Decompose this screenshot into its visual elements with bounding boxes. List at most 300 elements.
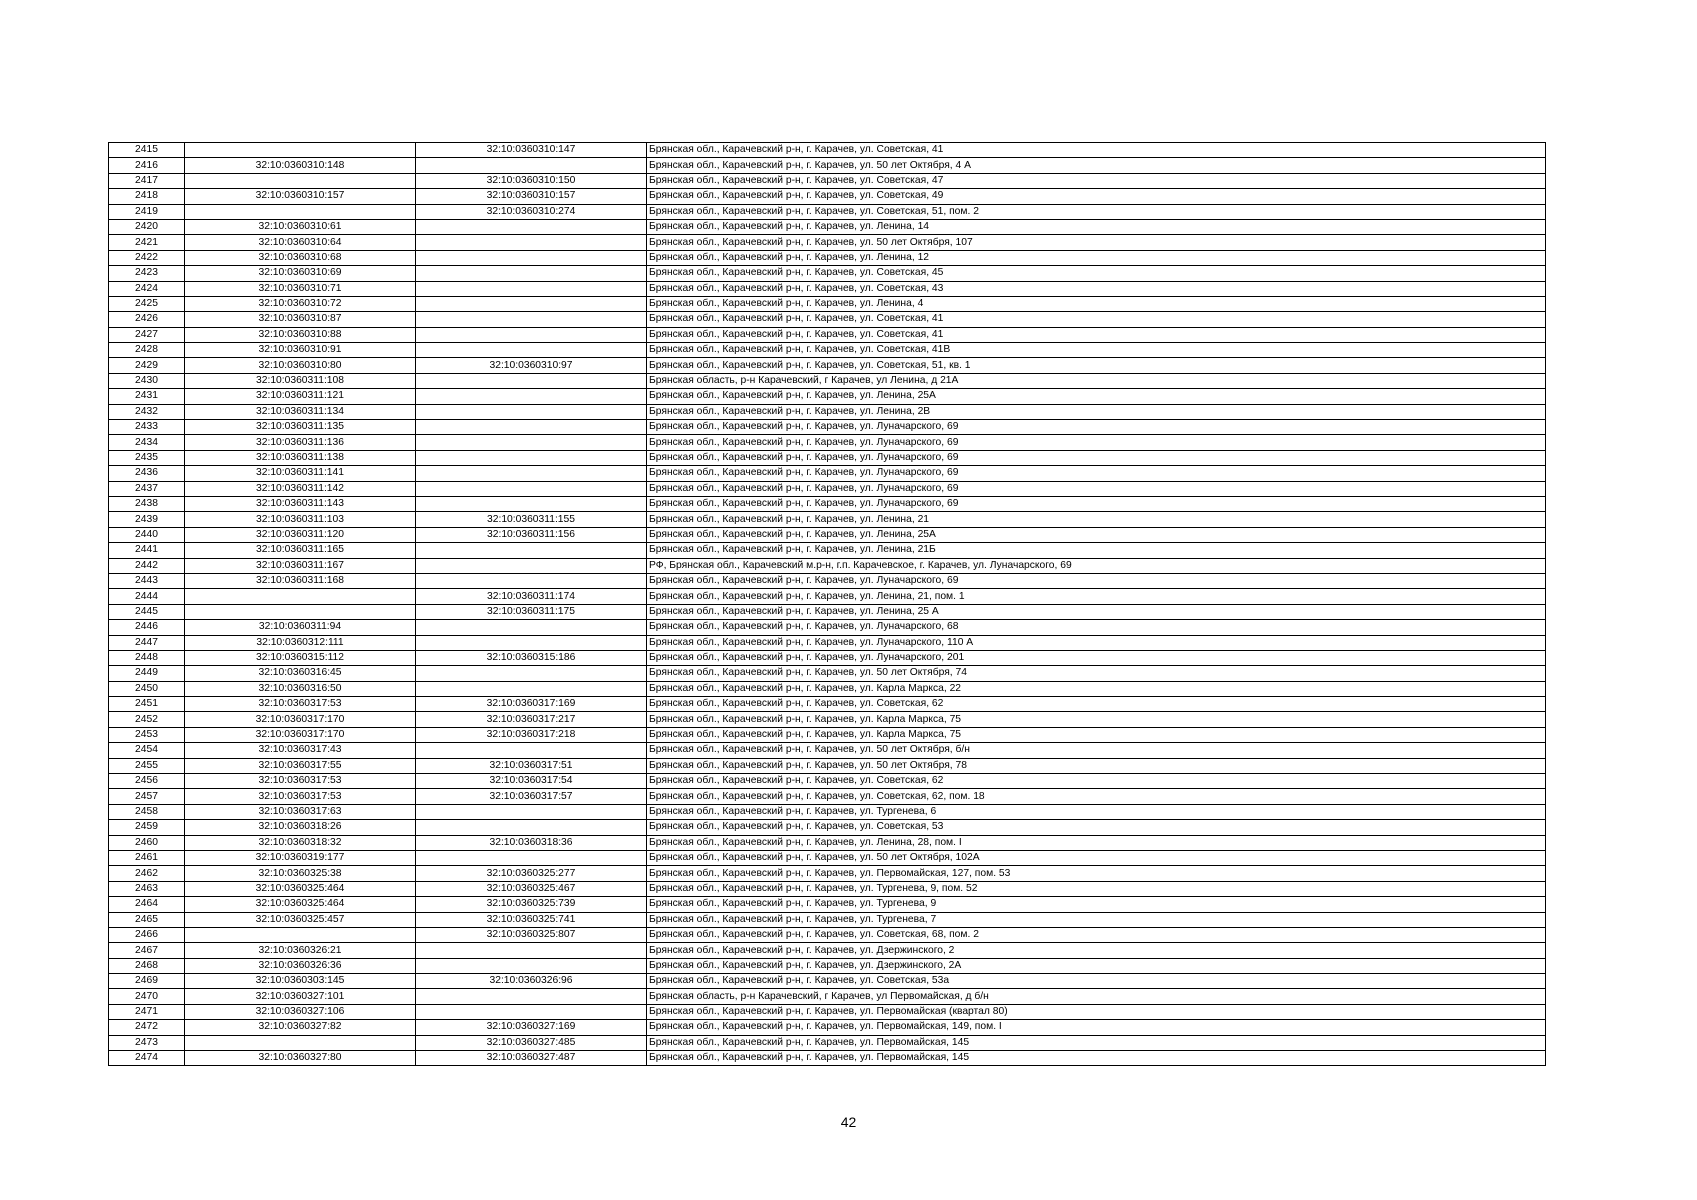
address-cell: Брянская обл., Карачевский р-н, г. Карачев, ул. Луначарского, 69: [647, 496, 1546, 511]
linked-cadastral-number-cell: 32:10:0360311:175: [416, 604, 647, 619]
row-number: 2419: [109, 204, 185, 219]
linked-cadastral-number-cell: [416, 635, 647, 650]
table-row: [109, 204, 1546, 219]
row-number: 2446: [109, 620, 185, 635]
linked-cadastral-number-cell: [416, 958, 647, 973]
address-cell: Брянская область, р-н Карачевский, г Карачев, ул Первомайская, д б/н: [647, 989, 1546, 1004]
address-cell: Брянская обл., Карачевский р-н, г. Карачев, ул. Советская, 49: [647, 189, 1546, 204]
cadastral-number-cell: 32:10:0360310:80: [185, 358, 416, 373]
table-row: [109, 235, 1546, 250]
table-row: [109, 189, 1546, 204]
table-row: [109, 466, 1546, 481]
cadastral-number-cell: 32:10:0360318:32: [185, 835, 416, 850]
table-row: [109, 789, 1546, 804]
row-number: 2460: [109, 835, 185, 850]
cadastral-number-cell: 32:10:0360317:170: [185, 727, 416, 742]
address-cell: Брянская обл., Карачевский р-н, г. Карачев, ул. Ленина, 25А: [647, 389, 1546, 404]
row-number: 2424: [109, 281, 185, 296]
table-row: [109, 850, 1546, 865]
linked-cadastral-number-cell: [416, 266, 647, 281]
row-number: 2426: [109, 312, 185, 327]
row-number: 2458: [109, 804, 185, 819]
table-row: [109, 250, 1546, 265]
address-cell: Брянская обл., Карачевский р-н, г. Карачев, ул. Советская, 41: [647, 327, 1546, 342]
linked-cadastral-number-cell: [416, 496, 647, 511]
linked-cadastral-number-cell: [416, 435, 647, 450]
cadastral-number-cell: 32:10:0360310:87: [185, 312, 416, 327]
cadastral-number-cell: 32:10:0360327:106: [185, 1004, 416, 1019]
address-cell: Брянская обл., Карачевский р-н, г. Карачев, ул. Советская, 41В: [647, 343, 1546, 358]
cadastral-number-cell: 32:10:0360311:165: [185, 543, 416, 558]
row-number: 2455: [109, 758, 185, 773]
address-cell: Брянская обл., Карачевский р-н, г. Карачев, ул. Первомайская, 145: [647, 1051, 1546, 1066]
linked-cadastral-number-cell: [416, 296, 647, 311]
cadastral-number-cell: 32:10:0360310:72: [185, 296, 416, 311]
address-cell: Брянская обл., Карачевский р-н, г. Карачев, ул. Советская, 43: [647, 281, 1546, 296]
cadastral-number-cell: [185, 604, 416, 619]
cadastral-number-cell: 32:10:0360319:177: [185, 850, 416, 865]
linked-cadastral-number-cell: [416, 327, 647, 342]
cadastral-number-cell: 32:10:0360326:21: [185, 943, 416, 958]
address-cell: Брянская обл., Карачевский р-н, г. Карачев, ул. Ленина, 4: [647, 296, 1546, 311]
table-row: [109, 158, 1546, 173]
table-row: [109, 635, 1546, 650]
address-cell: Брянская обл., Карачевский р-н, г. Карачев, ул. Первомайская, 127, пом. 53: [647, 866, 1546, 881]
address-cell: Брянская обл., Карачевский р-н, г. Карачев, ул. Тургенева, 7: [647, 912, 1546, 927]
cadastral-number-cell: 32:10:0360310:157: [185, 189, 416, 204]
row-number: 2461: [109, 850, 185, 865]
table-row: [109, 758, 1546, 773]
row-number: 2420: [109, 219, 185, 234]
linked-cadastral-number-cell: [416, 420, 647, 435]
address-cell: Брянская обл., Карачевский р-н, г. Карачев, ул. Советская, 45: [647, 266, 1546, 281]
table-row: [109, 912, 1546, 927]
address-cell: Брянская обл., Карачевский р-н, г. Карачев, ул. Советская, 62, пом. 18: [647, 789, 1546, 804]
address-cell: Брянская обл., Карачевский р-н, г. Карачев, ул. Ленина, 21, пом. 1: [647, 589, 1546, 604]
linked-cadastral-number-cell: 32:10:0360317:57: [416, 789, 647, 804]
row-number: 2470: [109, 989, 185, 1004]
table-row: [109, 512, 1546, 527]
address-cell: Брянская обл., Карачевский р-н, г. Карачев, ул. Советская, 68, пом. 2: [647, 927, 1546, 942]
cadastral-number-cell: 32:10:0360311:135: [185, 420, 416, 435]
cadastral-number-cell: 32:10:0360317:53: [185, 697, 416, 712]
row-number: 2459: [109, 820, 185, 835]
table-row: [109, 343, 1546, 358]
row-number: 2464: [109, 897, 185, 912]
table-row: [109, 173, 1546, 188]
address-cell: РФ, Брянская обл., Карачевский м.р-н, г.п. Карачевское, г. Карачев, ул. Луначарского, 69: [647, 558, 1546, 573]
table-row: [109, 143, 1546, 158]
cadastral-number-cell: 32:10:0360310:91: [185, 343, 416, 358]
row-number: 2444: [109, 589, 185, 604]
row-number: 2442: [109, 558, 185, 573]
cadastral-number-cell: 32:10:0360311:120: [185, 527, 416, 542]
cadastral-number-cell: 32:10:0360327:82: [185, 1020, 416, 1035]
linked-cadastral-number-cell: 32:10:0360317:218: [416, 727, 647, 742]
address-cell: Брянская обл., Карачевский р-н, г. Карачев, ул. Первомайская, 145: [647, 1035, 1546, 1050]
linked-cadastral-number-cell: [416, 450, 647, 465]
table-row: [109, 296, 1546, 311]
address-cell: Брянская обл., Карачевский р-н, г. Карачев, ул. Советская, 62: [647, 774, 1546, 789]
linked-cadastral-number-cell: [416, 219, 647, 234]
row-number: 2465: [109, 912, 185, 927]
address-cell: Брянская обл., Карачевский р-н, г. Карачев, ул. Луначарского, 69: [647, 450, 1546, 465]
row-number: 2473: [109, 1035, 185, 1050]
address-cell: Брянская обл., Карачевский р-н, г. Карачев, ул. 50 лет Октября, 4 А: [647, 158, 1546, 173]
linked-cadastral-number-cell: 32:10:0360310:150: [416, 173, 647, 188]
linked-cadastral-number-cell: [416, 373, 647, 388]
cadastral-number-cell: [185, 173, 416, 188]
table-row: [109, 496, 1546, 511]
address-cell: Брянская обл., Карачевский р-н, г. Карачев, ул. Карла Маркса, 75: [647, 712, 1546, 727]
table-row: [109, 604, 1546, 619]
cadastral-number-cell: 32:10:0360316:50: [185, 681, 416, 696]
address-cell: Брянская обл., Карачевский р-н, г. Карачев, ул. Луначарского, 69: [647, 481, 1546, 496]
row-number: 2432: [109, 404, 185, 419]
cadastral-number-cell: 32:10:0360311:142: [185, 481, 416, 496]
row-number: 2430: [109, 373, 185, 388]
linked-cadastral-number-cell: 32:10:0360325:807: [416, 927, 647, 942]
table-row: [109, 389, 1546, 404]
table-row: [109, 958, 1546, 973]
address-cell: Брянская обл., Карачевский р-н, г. Карачев, ул. Ленина, 25 А: [647, 604, 1546, 619]
cadastral-number-cell: [185, 927, 416, 942]
table-row: [109, 681, 1546, 696]
address-cell: Брянская обл., Карачевский р-н, г. Карачев, ул. Луначарского, 69: [647, 420, 1546, 435]
table-row: [109, 620, 1546, 635]
linked-cadastral-number-cell: 32:10:0360327:169: [416, 1020, 647, 1035]
table-row: [109, 835, 1546, 850]
cadastral-number-cell: 32:10:0360311:121: [185, 389, 416, 404]
address-cell: Брянская обл., Карачевский р-н, г. Карачев, ул. Тургенева, 9: [647, 897, 1546, 912]
row-number: 2428: [109, 343, 185, 358]
table-row: [109, 312, 1546, 327]
linked-cadastral-number-cell: 32:10:0360325:741: [416, 912, 647, 927]
address-cell: Брянская обл., Карачевский р-н, г. Карачев, ул. Карла Маркса, 75: [647, 727, 1546, 742]
row-number: 2433: [109, 420, 185, 435]
table-row: [109, 927, 1546, 942]
linked-cadastral-number-cell: 32:10:0360327:485: [416, 1035, 647, 1050]
address-cell: Брянская обл., Карачевский р-н, г. Карачев, ул. Советская, 51, пом. 2: [647, 204, 1546, 219]
address-cell: Брянская обл., Карачевский р-н, г. Карачев, ул. Ленина, 21Б: [647, 543, 1546, 558]
cadastral-number-cell: 32:10:0360303:145: [185, 974, 416, 989]
cadastral-number-cell: 32:10:0360327:101: [185, 989, 416, 1004]
table-row: [109, 1035, 1546, 1050]
row-number: 2468: [109, 958, 185, 973]
row-number: 2415: [109, 143, 185, 158]
cadastral-number-cell: 32:10:0360317:43: [185, 743, 416, 758]
linked-cadastral-number-cell: 32:10:0360311:174: [416, 589, 647, 604]
linked-cadastral-number-cell: 32:10:0360325:739: [416, 897, 647, 912]
table-row: [109, 881, 1546, 896]
linked-cadastral-number-cell: [416, 820, 647, 835]
row-number: 2436: [109, 466, 185, 481]
row-number: 2422: [109, 250, 185, 265]
address-cell: Брянская область, р-н Карачевский, г Карачев, ул Ленина, д 21А: [647, 373, 1546, 388]
row-number: 2466: [109, 927, 185, 942]
page-number: 42: [840, 1114, 857, 1130]
linked-cadastral-number-cell: [416, 158, 647, 173]
address-cell: Брянская обл., Карачевский р-н, г. Карачев, ул. Луначарского, 69: [647, 573, 1546, 588]
table-row: [109, 989, 1546, 1004]
linked-cadastral-number-cell: [416, 743, 647, 758]
row-number: 2440: [109, 527, 185, 542]
linked-cadastral-number-cell: 32:10:0360325:467: [416, 881, 647, 896]
cadastral-number-cell: 32:10:0360325:38: [185, 866, 416, 881]
row-number: 2445: [109, 604, 185, 619]
address-cell: Брянская обл., Карачевский р-н, г. Карачев, ул. Карла Маркса, 22: [647, 681, 1546, 696]
row-number: 2469: [109, 974, 185, 989]
row-number: 2437: [109, 481, 185, 496]
row-number: 2434: [109, 435, 185, 450]
cadastral-number-cell: 32:10:0360325:464: [185, 881, 416, 896]
address-cell: Брянская обл., Карачевский р-н, г. Карачев, ул. Тургенева, 6: [647, 804, 1546, 819]
row-number: 2471: [109, 1004, 185, 1019]
address-cell: Брянская обл., Карачевский р-н, г. Карачев, ул. Советская, 41: [647, 312, 1546, 327]
cadastral-number-cell: 32:10:0360317:170: [185, 712, 416, 727]
address-cell: Брянская обл., Карачевский р-н, г. Карачев, ул. 50 лет Октября, 102А: [647, 850, 1546, 865]
cadastral-number-cell: [185, 143, 416, 158]
table-row: [109, 666, 1546, 681]
cadastral-number-cell: [185, 1035, 416, 1050]
table-row: [109, 558, 1546, 573]
row-number: 2421: [109, 235, 185, 250]
table-row: [109, 435, 1546, 450]
table-row: [109, 804, 1546, 819]
address-cell: Брянская обл., Карачевский р-н, г. Карачев, ул. Первомайская (квартал 80): [647, 1004, 1546, 1019]
linked-cadastral-number-cell: [416, 250, 647, 265]
table-row: [109, 358, 1546, 373]
address-cell: Брянская обл., Карачевский р-н, г. Карачев, ул. Луначарского, 110 А: [647, 635, 1546, 650]
table-row: [109, 1004, 1546, 1019]
linked-cadastral-number-cell: 32:10:0360315:186: [416, 650, 647, 665]
linked-cadastral-number-cell: [416, 558, 647, 573]
table-row: [109, 650, 1546, 665]
cadastral-number-cell: 32:10:0360325:457: [185, 912, 416, 927]
row-number: 2462: [109, 866, 185, 881]
table-row: [109, 712, 1546, 727]
cadastral-number-cell: 32:10:0360311:138: [185, 450, 416, 465]
linked-cadastral-number-cell: [416, 481, 647, 496]
row-number: 2448: [109, 650, 185, 665]
table-row: [109, 943, 1546, 958]
row-number: 2435: [109, 450, 185, 465]
row-number: 2418: [109, 189, 185, 204]
row-number: 2427: [109, 327, 185, 342]
cadastral-number-cell: 32:10:0360311:103: [185, 512, 416, 527]
linked-cadastral-number-cell: 32:10:0360310:147: [416, 143, 647, 158]
table-row: [109, 727, 1546, 742]
address-cell: Брянская обл., Карачевский р-н, г. Карачев, ул. Дзержинского, 2: [647, 943, 1546, 958]
row-number: 2431: [109, 389, 185, 404]
table-row: [109, 373, 1546, 388]
cadastral-number-cell: 32:10:0360311:108: [185, 373, 416, 388]
row-number: 2451: [109, 697, 185, 712]
linked-cadastral-number-cell: [416, 466, 647, 481]
cadastral-number-cell: 32:10:0360310:71: [185, 281, 416, 296]
address-cell: Брянская обл., Карачевский р-н, г. Карачев, ул. Ленина, 14: [647, 219, 1546, 234]
linked-cadastral-number-cell: [416, 235, 647, 250]
linked-cadastral-number-cell: [416, 312, 647, 327]
address-cell: Брянская обл., Карачевский р-н, г. Карачев, ул. 50 лет Октября, б/н: [647, 743, 1546, 758]
cadastral-number-cell: 32:10:0360315:112: [185, 650, 416, 665]
table-row: [109, 820, 1546, 835]
row-number: 2452: [109, 712, 185, 727]
address-cell: Брянская обл., Карачевский р-н, г. Карачев, ул. Советская, 62: [647, 697, 1546, 712]
address-cell: Брянская обл., Карачевский р-н, г. Карачев, ул. Дзержинского, 2А: [647, 958, 1546, 973]
cadastral-number-cell: 32:10:0360311:136: [185, 435, 416, 450]
linked-cadastral-number-cell: 32:10:0360311:156: [416, 527, 647, 542]
cadastral-number-cell: 32:10:0360311:167: [185, 558, 416, 573]
linked-cadastral-number-cell: [416, 850, 647, 865]
address-cell: Брянская обл., Карачевский р-н, г. Карачев, ул. Советская, 53: [647, 820, 1546, 835]
row-number: 2441: [109, 543, 185, 558]
cadastral-number-cell: 32:10:0360311:134: [185, 404, 416, 419]
table-row: [109, 1051, 1546, 1066]
cadastral-number-cell: 32:10:0360310:69: [185, 266, 416, 281]
linked-cadastral-number-cell: [416, 943, 647, 958]
address-cell: Брянская обл., Карачевский р-н, г. Карачев, ул. Луначарского, 68: [647, 620, 1546, 635]
row-number: 2439: [109, 512, 185, 527]
row-number: 2456: [109, 774, 185, 789]
cadastral-number-cell: 32:10:0360318:26: [185, 820, 416, 835]
address-cell: Брянская обл., Карачевский р-н, г. Карачев, ул. Ленина, 2В: [647, 404, 1546, 419]
cadastral-number-cell: 32:10:0360311:94: [185, 620, 416, 635]
linked-cadastral-number-cell: [416, 804, 647, 819]
linked-cadastral-number-cell: [416, 681, 647, 696]
cadastral-number-cell: 32:10:0360317:55: [185, 758, 416, 773]
cadastral-number-cell: 32:10:0360310:64: [185, 235, 416, 250]
address-cell: Брянская обл., Карачевский р-н, г. Карачев, ул. Тургенева, 9, пом. 52: [647, 881, 1546, 896]
row-number: 2474: [109, 1051, 185, 1066]
cadastral-number-cell: 32:10:0360310:61: [185, 219, 416, 234]
table-row: [109, 420, 1546, 435]
linked-cadastral-number-cell: 32:10:0360311:155: [416, 512, 647, 527]
row-number: 2467: [109, 943, 185, 958]
row-number: 2417: [109, 173, 185, 188]
address-cell: Брянская обл., Карачевский р-н, г. Карачев, ул. Ленина, 25А: [647, 527, 1546, 542]
cadastral-number-cell: 32:10:0360327:80: [185, 1051, 416, 1066]
address-cell: Брянская обл., Карачевский р-н, г. Карачев, ул. Советская, 41: [647, 143, 1546, 158]
cadastral-number-cell: 32:10:0360317:53: [185, 789, 416, 804]
linked-cadastral-number-cell: 32:10:0360317:54: [416, 774, 647, 789]
linked-cadastral-number-cell: [416, 389, 647, 404]
linked-cadastral-number-cell: [416, 343, 647, 358]
table-row: [109, 327, 1546, 342]
cadastral-number-cell: 32:10:0360311:168: [185, 573, 416, 588]
cadastral-number-cell: 32:10:0360310:148: [185, 158, 416, 173]
table-row: [109, 573, 1546, 588]
linked-cadastral-number-cell: 32:10:0360317:51: [416, 758, 647, 773]
linked-cadastral-number-cell: 32:10:0360326:96: [416, 974, 647, 989]
linked-cadastral-number-cell: 32:10:0360310:274: [416, 204, 647, 219]
cadastral-number-cell: 32:10:0360326:36: [185, 958, 416, 973]
cadastral-number-cell: 32:10:0360310:88: [185, 327, 416, 342]
row-number: 2472: [109, 1020, 185, 1035]
address-cell: Брянская обл., Карачевский р-н, г. Карачев, ул. Советская, 51, кв. 1: [647, 358, 1546, 373]
table-row: [109, 1020, 1546, 1035]
cadastral-number-cell: 32:10:0360325:464: [185, 897, 416, 912]
linked-cadastral-number-cell: [416, 573, 647, 588]
table-row: [109, 266, 1546, 281]
table-row: [109, 697, 1546, 712]
address-cell: Брянская обл., Карачевский р-н, г. Карачев, ул. Луначарского, 69: [647, 466, 1546, 481]
table-row: [109, 527, 1546, 542]
linked-cadastral-number-cell: 32:10:0360310:97: [416, 358, 647, 373]
row-number: 2423: [109, 266, 185, 281]
table-row: [109, 774, 1546, 789]
address-cell: Брянская обл., Карачевский р-н, г. Карачев, ул. Ленина, 28, пом. I: [647, 835, 1546, 850]
linked-cadastral-number-cell: 32:10:0360317:217: [416, 712, 647, 727]
row-number: 2454: [109, 743, 185, 758]
cadastral-table: [108, 142, 1546, 1066]
address-cell: Брянская обл., Карачевский р-н, г. Карачев, ул. Первомайская, 149, пом. I: [647, 1020, 1546, 1035]
table-row: [109, 589, 1546, 604]
linked-cadastral-number-cell: 32:10:0360327:487: [416, 1051, 647, 1066]
linked-cadastral-number-cell: [416, 989, 647, 1004]
row-number: 2447: [109, 635, 185, 650]
row-number: 2453: [109, 727, 185, 742]
cadastral-number-cell: 32:10:0360311:143: [185, 496, 416, 511]
cadastral-number-cell: 32:10:0360310:68: [185, 250, 416, 265]
table-row: [109, 897, 1546, 912]
linked-cadastral-number-cell: [416, 543, 647, 558]
table-row: [109, 974, 1546, 989]
cadastral-number-cell: [185, 589, 416, 604]
address-cell: Брянская обл., Карачевский р-н, г. Карачев, ул. Луначарского, 69: [647, 435, 1546, 450]
linked-cadastral-number-cell: [416, 281, 647, 296]
row-number: 2457: [109, 789, 185, 804]
address-cell: Брянская обл., Карачевский р-н, г. Карачев, ул. 50 лет Октября, 78: [647, 758, 1546, 773]
table-row: [109, 219, 1546, 234]
row-number: 2463: [109, 881, 185, 896]
table-row: [109, 450, 1546, 465]
linked-cadastral-number-cell: 32:10:0360325:277: [416, 866, 647, 881]
table-row: [109, 481, 1546, 496]
row-number: 2429: [109, 358, 185, 373]
linked-cadastral-number-cell: [416, 1004, 647, 1019]
row-number: 2438: [109, 496, 185, 511]
table-row: [109, 543, 1546, 558]
linked-cadastral-number-cell: 32:10:0360317:169: [416, 697, 647, 712]
address-cell: Брянская обл., Карачевский р-н, г. Карачев, ул. Советская, 47: [647, 173, 1546, 188]
cadastral-number-cell: 32:10:0360312:111: [185, 635, 416, 650]
linked-cadastral-number-cell: [416, 404, 647, 419]
address-cell: Брянская обл., Карачевский р-н, г. Карачев, ул. Ленина, 21: [647, 512, 1546, 527]
table-row: [109, 866, 1546, 881]
table-row: [109, 281, 1546, 296]
address-cell: Брянская обл., Карачевский р-н, г. Карачев, ул. Советская, 53а: [647, 974, 1546, 989]
table-row: [109, 743, 1546, 758]
cadastral-number-cell: 32:10:0360311:141: [185, 466, 416, 481]
row-number: 2425: [109, 296, 185, 311]
address-cell: Брянская обл., Карачевский р-н, г. Карачев, ул. Луначарского, 201: [647, 650, 1546, 665]
address-cell: Брянская обл., Карачевский р-н, г. Карачев, ул. 50 лет Октября, 74: [647, 666, 1546, 681]
table-body: [109, 143, 1546, 1066]
address-cell: Брянская обл., Карачевский р-н, г. Карачев, ул. 50 лет Октября, 107: [647, 235, 1546, 250]
table-row: [109, 404, 1546, 419]
linked-cadastral-number-cell: [416, 666, 647, 681]
cadastral-number-cell: [185, 204, 416, 219]
linked-cadastral-number-cell: 32:10:0360318:36: [416, 835, 647, 850]
linked-cadastral-number-cell: 32:10:0360310:157: [416, 189, 647, 204]
address-cell: Брянская обл., Карачевский р-н, г. Карачев, ул. Ленина, 12: [647, 250, 1546, 265]
row-number: 2416: [109, 158, 185, 173]
cadastral-number-cell: 32:10:0360317:53: [185, 774, 416, 789]
row-number: 2449: [109, 666, 185, 681]
row-number: 2443: [109, 573, 185, 588]
cadastral-number-cell: 32:10:0360317:63: [185, 804, 416, 819]
